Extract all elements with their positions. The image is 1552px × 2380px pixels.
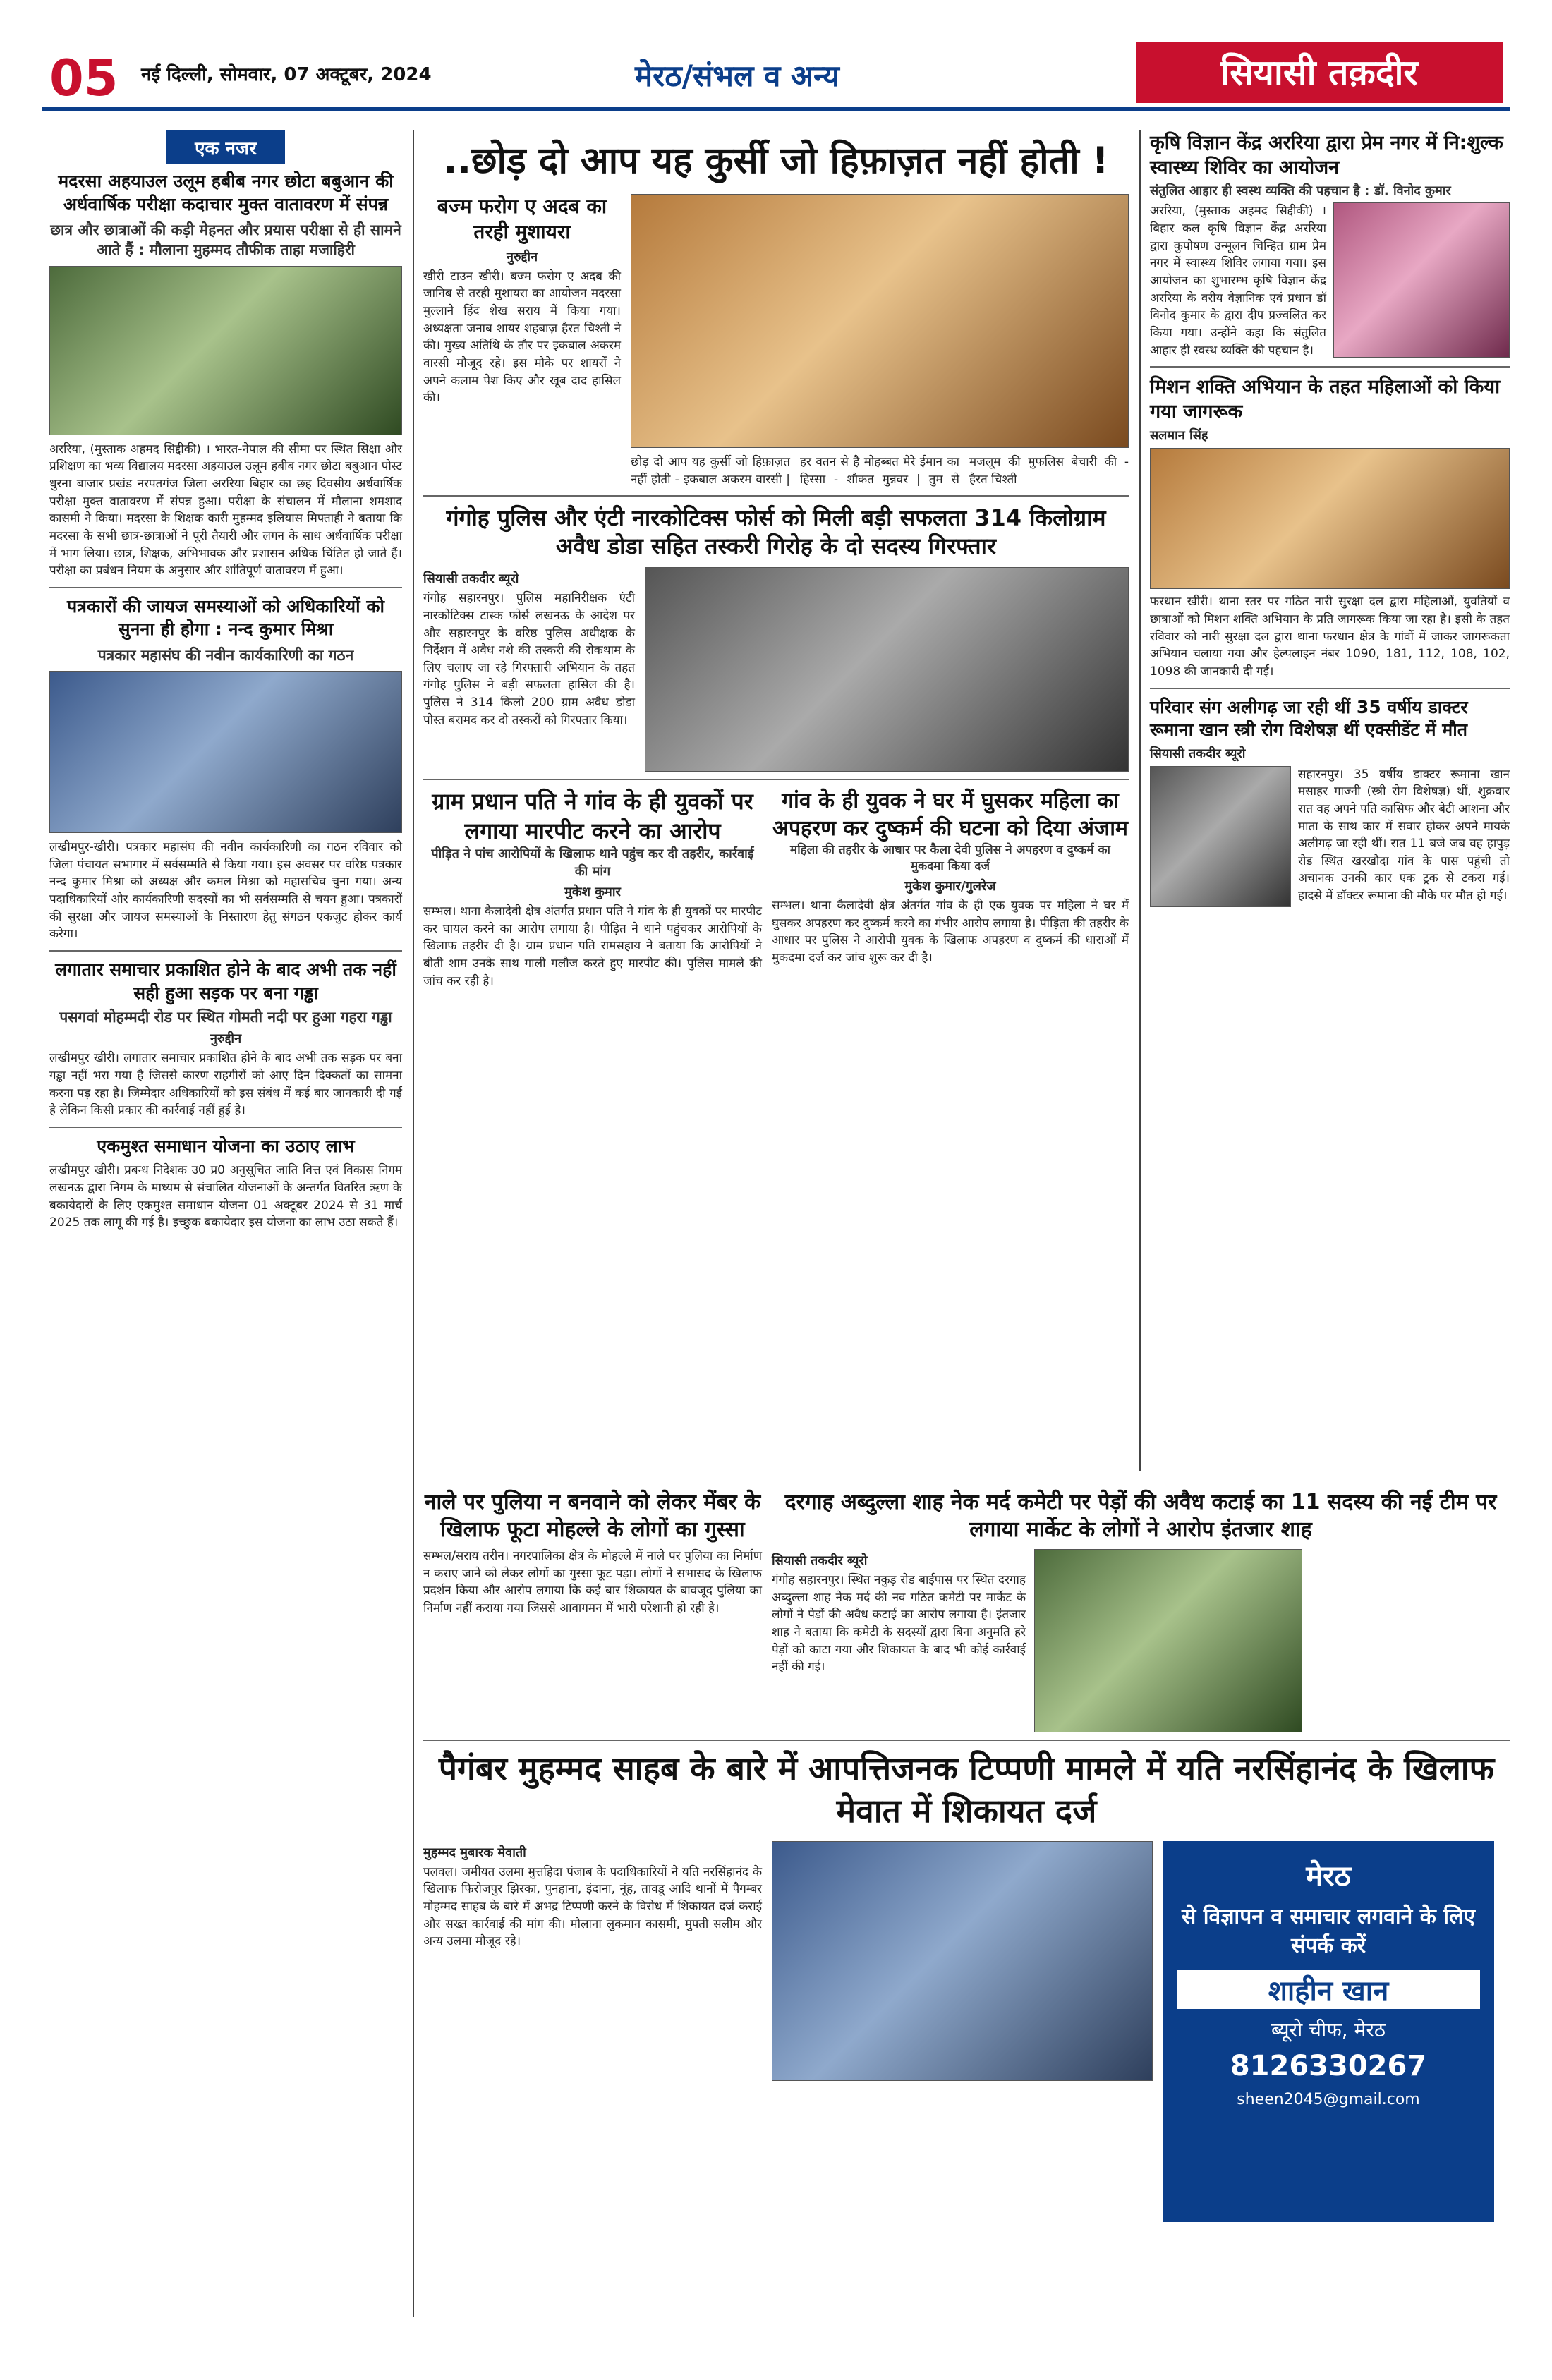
kvk-photo — [1333, 202, 1510, 358]
kvk-body: अररिया, (मुस्ताक अहमद सिद्दीकी) । बिहार कल कृषि विज्ञान केंद्र अररिया द्वारा कुपोषण उन्मूलन चिन्हित ग्राम प्रेम नगर में स्वास्थ्य शिविर लगाया गया। इस आयोजन का शुभारम्भ कृषि विज्ञान केंद्र अररिया के वरीय वैज्ञानिक एवं प्रधान डॉ विनोद कुमार के द्वारा दीप प्रज्वलित कर किया गया। उन्होंने कहा कि संतुलित आहार ही स्वस्थ व्यक्ति की पहचान है। — [1150, 204, 1326, 358]
divider — [49, 587, 402, 588]
pulia-body: सम्भल/सराय तरीन। नगरपालिका क्षेत्र के मोहल्ले में नाले पर पुलिया का निर्माण न कराए जाने को लेकर लोगों का गुस्सा फूट पड़ा। लोगों ने सभासद के खिलाफ प्रदर्शन किया और आरोप लगाया कि कई बार शिकायत के बावजूद पुलिया का निर्माण नहीं कराया गया जिससे आवागमन में भारी परेशानी हो रही है। — [423, 1549, 762, 1615]
divider — [1150, 366, 1510, 368]
dargah-photo — [1034, 1549, 1302, 1732]
kvk-headline: कृषि विज्ञान केंद्र अररिया द्वारा प्रेम नगर में नि:शुल्क स्वास्थ्य शिविर का आयोजन — [1150, 132, 1503, 179]
lower-section — [423, 1488, 1510, 2222]
doctor-headline: परिवार संग अलीगढ़ जा रही थीं 35 वर्षीय डाक्टर रूमाना खान स्त्री रोग विशेषज्ञ थीं एक्सीडेंट में मौत — [1150, 696, 1468, 741]
pothole-headline: लगातार समाचार प्रकाशित होने के बाद अभी तक नहीं सही हुआ सड़क पर बना गड्ढा — [55, 959, 396, 1003]
scheme-body: लखीमपुर खीरी। प्रबन्ध निदेशक उ0 प्र0 अनुसूचित जाति वित्त एवं विकास निगम लखनऊ द्वारा निगम के माध्यम से संचालित योजनाओं के अन्तर्गत वितरित ऋण के बकायेदारों के लिए एकमुश्त समाधान योजना 01 अक्टूबर 2024 से 31 मार्च 2025 तक लागू की गई है। इच्छुक बकायेदार इस योजना का लाभ उठा सकते हैं। — [49, 1163, 402, 1230]
mushaira-headline: बज्म फरोग ए अदब का तरही मुशायरा — [437, 195, 607, 244]
abduction-headline: गांव के ही युवक ने घर में घुसकर महिला का अपहरण कर दुष्कर्म की घटना को दिया अंजाम — [772, 789, 1128, 842]
journalist-photo — [49, 671, 402, 833]
abduction-byline: मुकेश कुमार/गुलरेज — [904, 879, 996, 894]
pothole-byline: नुरुद्दीन — [210, 1031, 242, 1047]
mewat-byline: मुहम्मद मुबारक मेवाती — [423, 1845, 526, 1860]
section-title: मेरठ/संभल व अन्य — [635, 59, 839, 93]
divider — [1150, 688, 1510, 689]
ad-city: मेरठ — [1306, 1859, 1351, 1893]
pothole-subhead: पसगवां मोहम्मदी रोड पर स्थित गोमती नदी पर हुआ गहरा गड्ढा — [59, 1009, 392, 1026]
section-tag: एक नजर — [166, 130, 285, 164]
abduction-subhead: महिला की तहरीर के आधार पर कैला देवी पुलिस ने अपहरण व दुष्कर्म का मुकदमा किया दर्ज — [790, 843, 1110, 874]
dargah-byline: सियासी तकदीर ब्यूरो — [772, 1553, 868, 1568]
mission-photo — [1150, 448, 1510, 589]
divider — [423, 1740, 1510, 1741]
divider — [423, 779, 1129, 780]
mewat-photo — [772, 1841, 1153, 2081]
abduction-body: सम्भल। थाना कैलादेवी क्षेत्र अंतर्गत गांव के ही एक युवक पर महिला ने घर में घुसकर अपहरण कर दुष्कर्म करने का गंभीर आरोप लगाया है। पीड़िता की तहरीर के आधार पर पुलिस ने आरोपी युवक के खिलाफ अपहरण व दुष्कर्म की धाराओं में मुकदमा दर्ज कर जांच शुरू कर दी है। — [772, 899, 1129, 966]
gangoh-body: गंगोह सहारनपुर। पुलिस महानिरीक्षक एंटी नारकोटिक्स टास्क फोर्स लखनऊ के आदेश पर और सहारनपुर के वरिष्ठ पुलिस अधीक्षक के निर्देशन में अवैध नशे की तस्करी की रोकथाम के लिए चलाए जा रहे गिरफ्तारी अभियान के तहत गंगोह पुलिस ने बड़ी सफलता हासिल की है। पुलिस ने 314 किलो 200 ग्राम अवैध डोडा पोस्त बरामद कर दो तस्करों को गिरफ्तार किया। — [423, 591, 635, 727]
right-column — [1150, 130, 1510, 907]
column-rule — [413, 130, 414, 2317]
dargah-headline: दरगाह अब्दुल्ला शाह नेक मर्द कमेटी पर पेड़ों की अवैध कटाई का 11 सदस्य की नई टीम पर लगाया मार्केट के लोगों ने आरोप इंतजार शाह — [784, 1490, 1497, 1542]
newspaper-brand: सियासी तक़दीर — [1136, 42, 1503, 103]
madrasa-headline: मदरसा अहयाउल उलूम हबीब नगर छोटा बबुआन की अर्धवार्षिक परीक्षा कदाचार मुक्त वातावरण में संपन्न — [58, 171, 394, 214]
pradhan-headline: ग्राम प्रधान पति ने गांव के ही युवकों पर लगाया मारपीट करने का आरोप — [432, 788, 753, 844]
ad-text: से विज्ञापन व समाचार लगवाने के लिए संपर्क करें — [1182, 1904, 1475, 1958]
mushaira-photo — [631, 194, 1129, 448]
pradhan-subhead: पीड़ित ने पांच आरोपियों के खिलाफ थाने पहुंच कर दी तहरीर, कार्रवाई की मांग — [431, 846, 754, 879]
mission-headline: मिशन शक्ति अभियान के तहत महिलाओं को किया गया जागरूक — [1150, 376, 1501, 423]
ad-name: शाहीन खान — [1177, 1970, 1480, 2009]
advertisement — [1163, 1841, 1494, 2222]
main-headline: ..छोड़ दो आप यह कुर्सी जो हिफ़ाज़त नहीं होती ! — [443, 140, 1109, 182]
pothole-body: लखीमपुर खीरी। लगातार समाचार प्रकाशित होने के बाद अभी तक सड़क पर बना गड्ढा नहीं भरा गया है जिससे कारण राहगीरों को आए दिन दिक्कतों का सामना करना पड़ रहा है। जिम्मेदार अधिकारियों को इस संबंध में कई बार जानकारी दी गई है लेकिन किसी प्रकार की कार्रवाई नहीं हुई है। — [49, 1051, 402, 1118]
pradhan-body: सम्भल। थाना कैलादेवी क्षेत्र अंतर्गत प्रधान पति ने गांव के ही युवकों पर मारपीट कर घायल करने का आरोप लगाया है। पीड़ित ने थाने पहुंचकर आरोपियों के खिलाफ तहरीर दी है। ग्राम प्रधान पति रामसहाय ने बताया कि आरोपियों ने बीती शाम उनके साथ गाली गलौज करते हुए मारपीट की। पुलिस मामले की जांच कर रही है। — [423, 904, 762, 988]
pulia-headline: नाले पर पुलिया न बनवाने को लेकर मेंबर के खिलाफ फूटा मोहल्ले के लोगों का गुस्सा — [424, 1490, 761, 1542]
scheme-headline: एकमुश्त समाधान योजना का उठाए लाभ — [97, 1135, 355, 1156]
mewat-body: पलवल। जमीयत उलमा मुत्तहिदा पंजाब के पदाधिकारियों ने यति नरसिंहानंद के खिलाफ फिरोजपुर झिरका, पुनहाना, इंदाना, नूंह, तावडू आदि थानों में पैगम्बर मोहम्मद साहब के बारे में अभद्र टिप्पणी करने के विरोध में शिकायत दर्ज कराई और सख्त कार्रवाई की मांग की। मौलाना लुकमान कासमी, मुफ्ती सलीम और अन्य उलमा मौजूद रहे। — [423, 1864, 762, 1949]
mission-byline: सलमान सिंह — [1150, 428, 1208, 444]
ad-email[interactable]: sheen2045@gmail.com — [1237, 2090, 1420, 2108]
divider — [49, 950, 402, 952]
dargah-body: गंगोह सहारनपुर। स्थित नकुड़ रोड बाईपास पर स्थित दरगाह अब्दुल्ला शाह नेक मर्द की नव गठित कमेटी पर मार्केट के लोगों ने पेड़ों की अवैध कटाई का आरोप लगाया है। इंतजार शाह ने बताया कि कमेटी के सदस्यों द्वारा बिना अनुमति हरे पेड़ों को काटा गया और शिकायत के बाद भी कोई कार्रवाई नहीं की गई। — [772, 1573, 1026, 1675]
madrasa-body: अररिया, (मुस्ताक अहमद सिद्दीकी) । भारत-नेपाल की सीमा पर स्थित सिक्षा और प्रशिक्षण का भव्य विद्यालय मदरसा अहयाउल उलूम हबीब नगर छोटा बबुआन पोस्ट धुरना बाजार प्रखंड नरपतगंज जिला अररिया बिहार का छह दिवसीय अर्धवार्षिक परीक्षा मुक्त वातावरण में संपन्न हुआ। परीक्षा के संचालन में मौलाना शमशाद कासमी ने किया। मदरसा के शिक्षक कारी मुहम्मद इलियास मिफ्ताही ने बताया कि मदरसा के सभी छात्र-छात्राओं ने पूरी तैयारी और लगन के साथ अर्धवार्षिक परीक्षा में भाग लिया। छात्र, शिक्षक, अभिभावक और प्रशासन अधिक चिंतित हो जाते हैं। परीक्षा का प्रबंधन नियम के अनुसार और शांतिपूर्ण वातावरण में हुआ। — [49, 442, 402, 578]
madrasa-subhead: छात्र और छात्राओं की कड़ी मेहनत और प्रयास परीक्षा से ही सामने आते हैं : मौलाना मुहम्मद तौफीक ताहा मजाहिरी — [50, 221, 401, 259]
mushaira-verses: छोड़ दो आप यह कुर्सी जो हिफ़ाज़त नहीं होती - इकबाल अकरम वारसी | हर वतन से है मोहब्बत मेरे ईमान का हिस्सा - शौकत मुन्नवर | तुम से मजलूम की मुफलिस बेचारी की - हैरत चिश्ती — [631, 455, 1129, 487]
divider — [49, 1127, 402, 1128]
gangoh-photo — [645, 567, 1129, 772]
pradhan-byline: मुकेश कुमार — [564, 885, 621, 900]
masthead — [0, 0, 1552, 113]
doctor-byline: सियासी तकदीर ब्यूरो — [1150, 746, 1246, 761]
left-column — [49, 130, 402, 1232]
madrasa-photo — [49, 266, 402, 435]
page-number: 05 — [49, 49, 119, 107]
mushaira-body: खीरी टाउन खीरी। बज्म फरोग ए अदब की जानिब से तरही मुशायरा का आयोजन मदरसा मुल्लाने हिंद शेख सराय में किया गया। अध्यक्षता जनाब शायर शहबाज़ हैरत चिश्ती ने की। मुख्य अतिथि के तौर पर इकबाल अकरम वारसी मौजूद रहे। इस मौके पर शायरों ने अपने कलाम पेश किए और खूब दाद हासिल की। — [423, 269, 621, 406]
dateline: नई दिल्ली, सोमवार, 07 अक्टूबर, 2024 — [141, 64, 432, 85]
mewat-headline: पैगंबर मुहम्मद साहब के बारे में आपत्तिजनक टिप्पणी मामले में यति नरसिंहानंद के खिलाफ मेवात में शिकायत दर्ज — [438, 1749, 1495, 1830]
gangoh-byline: सियासी तकदीर ब्यूरो — [423, 571, 519, 587]
journalist-headline: पत्रकारों की जायज समस्याओं को अधिकारियों को सुनना ही होगा : नन्द कुमार मिश्रा — [66, 595, 385, 640]
column-rule — [1139, 130, 1141, 1471]
gangoh-headline: गंगोह पुलिस और एंटी नारकोटिक्स फोर्स को मिली बड़ी सफलता 314 किलोग्राम अवैध डोडा सहित तस्करी गिरोह के दो सदस्य गिरफ्तार — [446, 504, 1106, 560]
doctor-photo — [1150, 766, 1291, 907]
mission-body: फरधान खीरी। थाना स्तर पर गठित नारी सुरक्षा दल द्वारा महिलाओं, युवतियों व छात्राओं को मिशन शक्ति अभियान के प्रति जागरूक किया जा रहा है। इसी के तहत रविवार को नारी सुरक्षा दल द्वारा थाना फरधान क्षेत्र के गांवों में जाकर जागरूकता अभियान चलाया गया और हेल्पलाइन नंबर 1090, 181, 112, 108, 102, 1098 की जानकारी दी गई। — [1150, 595, 1510, 679]
journalist-subhead: पत्रकार महासंघ की नवीन कार्यकारिणी का गठन — [97, 646, 354, 664]
doctor-body: सहारनपुर। 35 वर्षीय डाक्टर रूमाना खान मसाहर गाज्नी (स्त्री रोग विशेषज्ञ) थीं, शुक्रवार रात वह अपने पति कासिफ और बेटी आशना और माता के साथ कार में सवार होकर अपने मायके अलीगढ़ जा रही थीं। रात 11 बजे जब वह हापुड़ रोड स्थित खरखौदा गांव के पास पहुंची तो अचानक उनकी कार एक ट्रक से टकरा गई। हादसे में डॉक्टर रूमाना की मौके पर मौत हो गई। — [1298, 767, 1510, 904]
journalist-body: लखीमपुर-खीरी। पत्रकार महासंघ की नवीन कार्यकारिणी का गठन रविवार को जिला पंचायत सभागार में सर्वसम्मति से किया गया। इस अवसर पर वरिष्ठ पत्रकार नन्द कुमार मिश्रा को अध्यक्ष और कमल मिश्रा को महासचिव चुना गया। अन्य पदाधिकारियों और कार्यकारिणी सदस्यों का भी सर्वसम्मति से चयन हुआ। पत्रकारों की सुरक्षा और जायज समस्याओं के निस्तारण हेतु संगठन एकजुट होकर कार्य करेगा। — [49, 840, 402, 942]
masthead-rule — [42, 107, 1510, 111]
ad-role: ब्यूरो चीफ, मेरठ — [1271, 2017, 1386, 2041]
kvk-subhead: संतुलित आहार ही स्वस्थ व्यक्ति की पहचान है : डॉ. विनोद कुमार — [1150, 183, 1451, 199]
center-top — [423, 134, 1129, 990]
divider — [423, 495, 1129, 497]
mushaira-byline: नुरुद्दीन — [506, 249, 538, 265]
ad-phone: 8126330267 — [1230, 2049, 1427, 2082]
